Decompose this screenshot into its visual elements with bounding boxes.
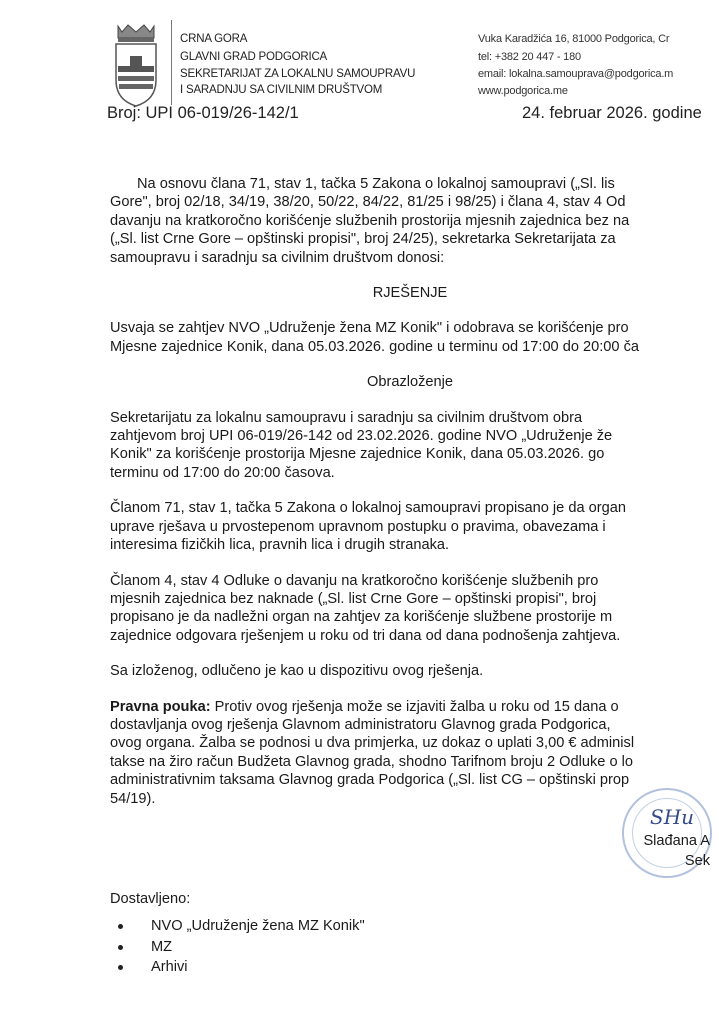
text-line: Članom 4, stav 4 Odluke o davanju na kratkoročno korišćenje službenih pro xyxy=(110,572,599,589)
header-divider xyxy=(171,20,172,105)
intro-paragraph xyxy=(110,175,710,267)
text-line: samoupravu i saradnju sa civilnim društvom donosi: xyxy=(110,249,445,266)
header-secretariat-2: I SARADNJU SA CIVILNIM DRUŠTVOM xyxy=(180,84,383,96)
text-line: mjesnih zajednica bez naknade („Sl. list Crne Gore – opštinski propisi", broj xyxy=(110,590,597,607)
reasoning-paragraph-3 xyxy=(110,572,710,646)
signatory-role: Sek xyxy=(684,852,710,869)
text-line: zahtjevom broj UPI 06-019/26-142 od 23.02.2026. godine NVO „Udruženje že xyxy=(110,428,613,445)
header-address: Vuka Karadžića 16, 81000 Podgorica, Cr xyxy=(478,33,670,45)
text-line: uprave rješava u prvostepenom upravnom postupku o pravima, obavezama i xyxy=(110,518,606,535)
delivered-item-text: NVO „Udruženje žena MZ Konik" xyxy=(151,918,365,935)
text-line: propisano je da nadležni organ na zahtjev za korišćenje službene prostorije m xyxy=(110,609,613,626)
text-line: takse na žiro račun Budžeta Glavnog grada, shodno Tarifnom broju 2 Odluke o lo xyxy=(110,753,633,770)
delivered-item-text: MZ xyxy=(151,938,173,955)
text-line: dostavljanja ovog rješenja Glavnom administratoru Glavnog grada Podgorica, xyxy=(110,716,611,733)
decision-title: RJEŠENJE xyxy=(372,285,448,302)
text-line: Protiv ovog rješenja može se izjaviti žalba u roku od 15 dana o xyxy=(210,698,619,715)
handwritten-signature: SHu xyxy=(650,804,695,829)
text-line: 54/19). xyxy=(110,790,156,807)
delivered-item-text: Arhivi xyxy=(151,959,188,976)
header-city: GLAVNI GRAD PODGORICA xyxy=(180,51,328,63)
document-number: Broj: UPI 06-019/26-142/1 xyxy=(107,104,299,122)
text-line: („Sl. list Crne Gore – opštinski propisi", broj 24/25), sekretarka Sekretarijata za xyxy=(110,231,616,248)
text-line: administrativnim taksama Glavnog grada Podgorica („Sl. list CG – opštinski prop xyxy=(110,772,630,789)
reasoning-paragraph-2 xyxy=(110,499,710,554)
text-line: interesima fizičkih lica, pravnih lica i drugih stranaka. xyxy=(110,537,450,554)
reasoning-paragraph-1 xyxy=(110,409,710,483)
document-body xyxy=(110,175,710,978)
delivered-list xyxy=(118,916,710,978)
delivered-item xyxy=(118,916,710,937)
text-line: Mjesne zajednice Konik, dana 05.03.2026. godine u terminu od 17:00 do 20:00 ča xyxy=(110,338,640,355)
header-website: www.podgorica.me xyxy=(478,85,568,97)
legal-remedy-label: Pravna pouka: xyxy=(110,698,211,715)
header-email: email: lokalna.samouprava@podgorica.m xyxy=(478,68,674,80)
decision-paragraph xyxy=(110,319,710,356)
document-date: 24. februar 2026. godine xyxy=(522,104,702,122)
header-country: CRNA GORA xyxy=(180,33,248,45)
text-line: ovog organa. Žalba se podnosi u dva primjerka, uz dokaz o uplati 3,00 € adminisl xyxy=(110,735,635,752)
delivered-item xyxy=(118,957,710,978)
signature-block xyxy=(110,804,710,876)
text-line: davanju na kratkoročno korišćenje službenih prostorija mjesnih zajednica bez na xyxy=(110,212,630,229)
signatory-name: Slađana A xyxy=(643,832,710,849)
delivered-item xyxy=(118,937,710,958)
text-line: Sa izloženog, odlučeno je kao u dispozitivu ovog rješenja. xyxy=(110,663,484,680)
text-line: Sekretarijatu za lokalnu samoupravu i saradnju sa civilnim društvom obra xyxy=(110,409,583,426)
legal-remedy-paragraph xyxy=(110,698,710,808)
text-line: zajednice odgovara rješenjem u roku od tri dana od dana podnošenja zahtjeva. xyxy=(110,627,621,644)
text-line: Konik" za korišćenje prostorija Mjesne zajednice Konik, dana 05.03.2026. go xyxy=(110,446,605,463)
text-line: Na osnovu člana 71, stav 1, tačka 5 Zakona o lokalnoj samoupravi („Sl. lis xyxy=(137,176,615,192)
header-phone: tel: +382 20 447 - 180 xyxy=(478,51,581,63)
conclusion-paragraph xyxy=(110,662,710,680)
text-line: Gore", broj 02/18, 34/19, 38/20, 50/22, 84/22, 81/25 i 98/25) i člana 4, stav 4 Od xyxy=(110,194,626,211)
text-line: Usvaja se zahtjev NVO „Udruženje žena MZ Konik" i odobrava se korišćenje pro xyxy=(110,320,629,337)
coat-of-arms-logo xyxy=(112,22,160,108)
header-secretariat: SEKRETARIJAT ZA LOKALNU SAMOUPRAVU xyxy=(180,68,416,80)
reasoning-title: Obrazloženje xyxy=(367,374,453,391)
text-line: Članom 71, stav 1, tačka 5 Zakona o lokalnoj samoupravi propisano je da organ xyxy=(110,500,626,517)
text-line: terminu od 17:00 do 20:00 časova. xyxy=(110,464,335,481)
delivered-label: Dostavljeno: xyxy=(110,890,191,907)
